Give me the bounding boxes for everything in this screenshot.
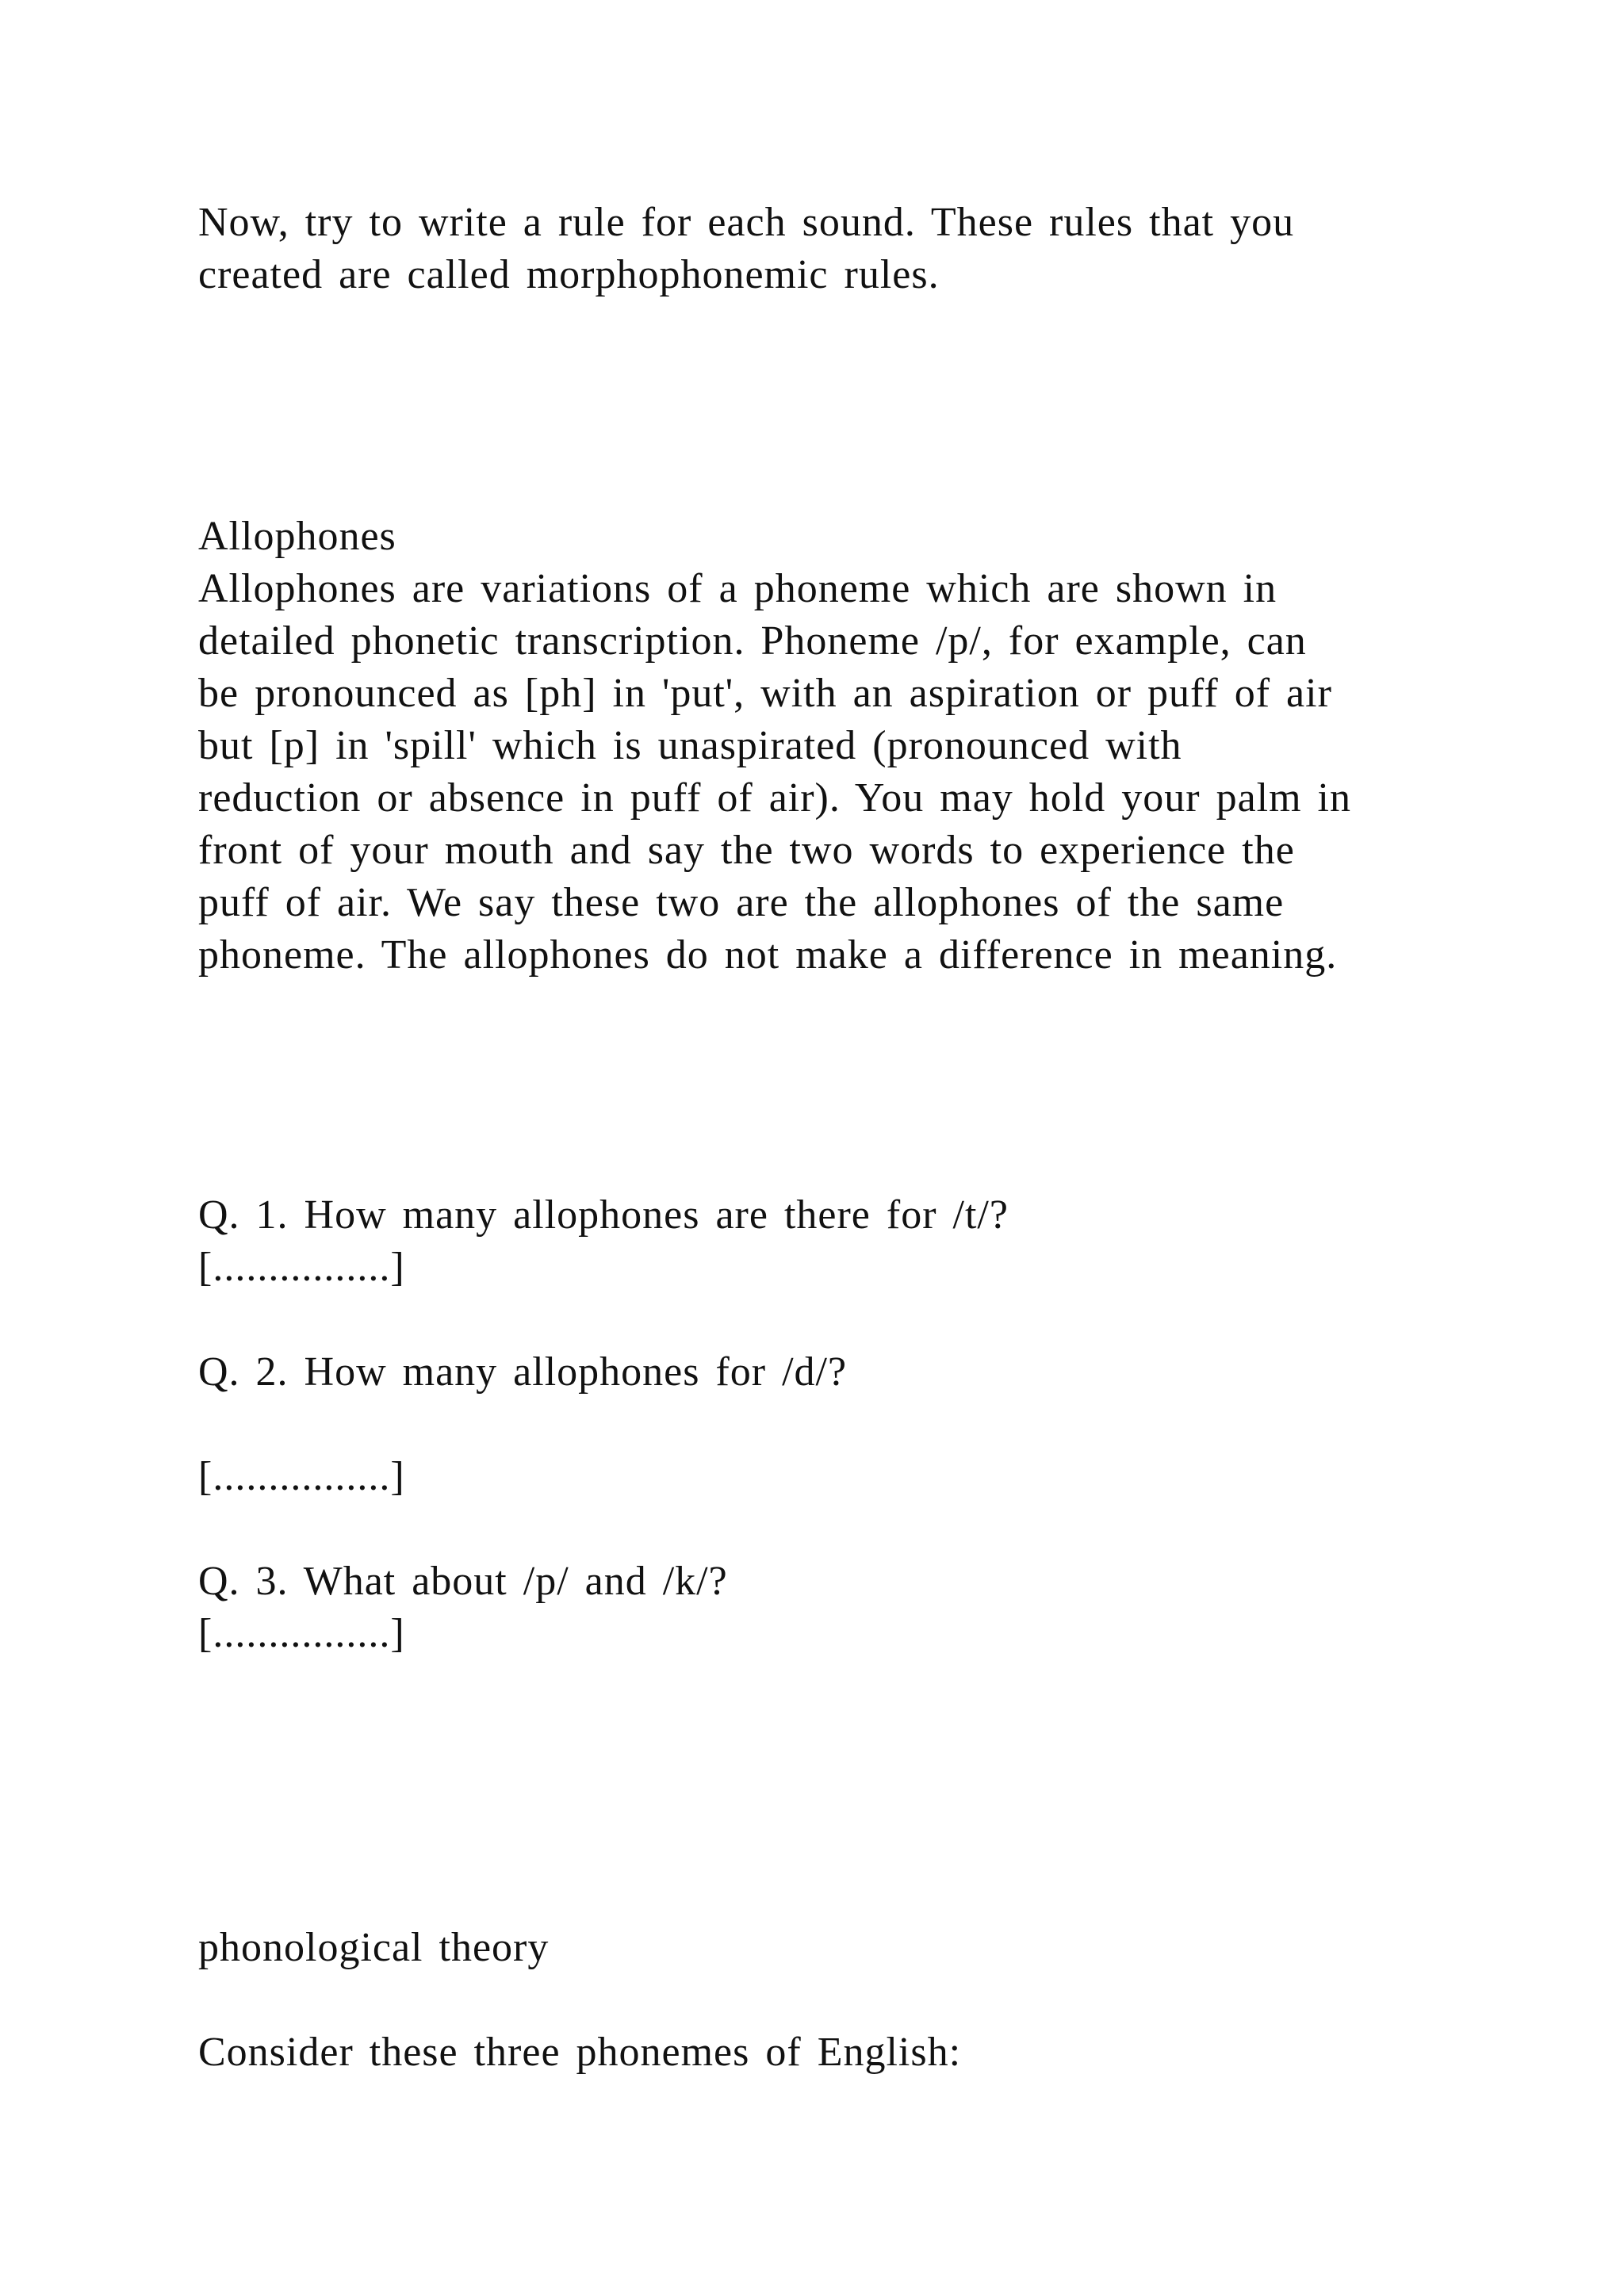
allophones-paragraph-line: reduction or absence in puff of air). You may hold your palm in	[198, 775, 1351, 821]
allophones-paragraph-line: be pronounced as [ph] in 'put', with an aspiration or puff of air	[198, 671, 1332, 716]
allophones-paragraph-line: Allophones are variations of a phoneme which are shown in	[198, 566, 1277, 611]
allophones-paragraph-line: puff of air. We say these two are the allophones of the same	[198, 880, 1285, 925]
question-1-answer-blank: [................]	[198, 1245, 405, 1290]
allophones-paragraph-line: front of your mouth and say the two words to experience the	[198, 828, 1295, 873]
intro-line-2: created are called morphophonemic rules.	[198, 252, 940, 297]
theory-heading: phonological theory	[198, 1925, 550, 1970]
theory-text: Consider these three phonemes of English:	[198, 2030, 962, 2075]
allophones-paragraph-line: detailed phonetic transcription. Phoneme /p/, for example, can	[198, 618, 1307, 664]
allophones-paragraph-line: but [p] in 'spill' which is unaspirated (pronounced with	[198, 723, 1182, 768]
intro-line-1: Now, try to write a rule for each sound. These rules that you	[198, 200, 1295, 245]
question-2: Q. 2. How many allophones for /d/?	[198, 1349, 848, 1395]
allophones-paragraph-line: phoneme. The allophones do not make a difference in meaning.	[198, 932, 1338, 978]
question-2-answer-blank: [................]	[198, 1454, 405, 1499]
question-3-answer-blank: [................]	[198, 1611, 405, 1656]
allophones-heading: Allophones	[198, 514, 396, 559]
question-3: Q. 3. What about /p/ and /k/?	[198, 1559, 728, 1604]
question-1: Q. 1. How many allophones are there for /t/?	[198, 1192, 1009, 1238]
